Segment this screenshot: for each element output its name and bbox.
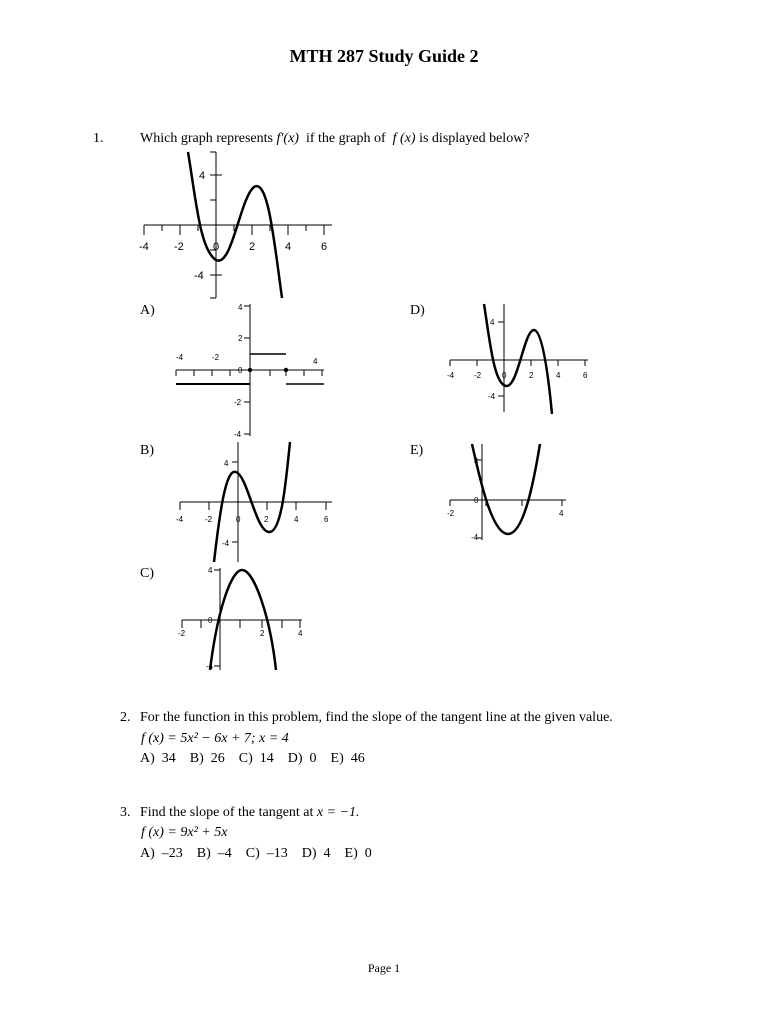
c-xtick-label: -2 — [178, 629, 186, 638]
e-ytick-label: 4 — [474, 457, 479, 466]
b-xtick-label: -4 — [176, 515, 184, 524]
option-a-label: A) — [140, 303, 155, 318]
c-ytick-label: -4 — [206, 662, 214, 671]
q3-text-math: x = −1. — [316, 805, 360, 820]
a-point — [284, 368, 288, 372]
d-ytick-label: -4 — [488, 392, 496, 401]
main-xtick-label: 4 — [285, 241, 292, 253]
option-a-graph — [170, 302, 330, 438]
question-2-answers: A) 34 B) 26 C) 14 D) 0 E) 46 — [140, 751, 365, 766]
e-xtick-label: 0 — [474, 496, 479, 505]
option-e-graph — [446, 440, 570, 544]
question-3-formula: f (x) = 9x² + 5x — [141, 825, 228, 840]
option-d-graph — [446, 302, 592, 414]
q1-text-mid: if the graph of — [298, 131, 393, 146]
a-ytick-label: 4 — [238, 303, 243, 312]
question-1-text — [140, 131, 530, 147]
q3-text-pre: Find the slope of the tangent at — [140, 805, 317, 820]
b-xtick-label: 4 — [294, 515, 299, 524]
main-xtick-label: -2 — [174, 241, 184, 253]
option-d-label: D) — [410, 303, 425, 318]
b-xtick-label: -2 — [205, 515, 213, 524]
question-3-answers: A) –23 B) –4 C) –13 D) 4 E) 0 — [140, 846, 372, 861]
page-title: MTH 287 Study Guide 2 — [289, 46, 479, 66]
d-xtick-label: 4 — [556, 371, 561, 380]
question-1-number: 1. — [93, 131, 104, 146]
a-point — [248, 368, 252, 372]
a-ytick-label: -2 — [234, 398, 242, 407]
c-xtick-label: 4 — [298, 629, 303, 638]
d-xtick-label: -2 — [474, 371, 482, 380]
option-e-label: E) — [410, 443, 424, 458]
d-xtick-label: 2 — [529, 371, 534, 380]
e-ytick-label: -4 — [471, 533, 479, 542]
c-ytick-label: 4 — [208, 566, 213, 575]
q1-text-post: is displayed below? — [415, 131, 530, 146]
a-xtick-label: 4 — [313, 357, 318, 366]
question-3-text — [140, 803, 360, 823]
e-xtick-label: -2 — [447, 509, 455, 518]
main-ytick-label: -4 — [194, 270, 204, 282]
b-xtick-label: 0 — [236, 515, 241, 524]
a-xtick-label: -4 — [176, 353, 184, 362]
question-2-number: 2. — [120, 710, 131, 725]
question-3-number: 3. — [120, 805, 131, 820]
option-c-label: C) — [140, 566, 154, 581]
a-xtick-label: -2 — [212, 353, 220, 362]
option-b-label: B) — [140, 443, 154, 458]
main-xtick-label: 2 — [249, 241, 256, 253]
page-number: Page 1 — [367, 961, 401, 975]
e-xtick-label: 4 — [559, 509, 564, 518]
c-ytick-label: 0 — [208, 616, 213, 625]
option-b-graph — [174, 440, 336, 564]
main-xtick-label: 6 — [321, 241, 328, 253]
main-xtick-label: 0 — [213, 241, 220, 253]
main-xtick-label: -4 — [139, 241, 149, 253]
a-ytick-label: 2 — [238, 334, 243, 343]
q1-text-pre: Which graph represents — [140, 131, 277, 146]
d-xtick-label: 0 — [502, 371, 507, 380]
option-c-graph — [176, 566, 308, 672]
d-ytick-label: 4 — [490, 318, 495, 327]
main-graph — [136, 150, 336, 302]
question-2-text: For the function in this problem, find the slope of the tangent line at the given value. — [140, 710, 613, 725]
b-ytick-label: 4 — [224, 459, 229, 468]
b-xtick-label: 2 — [264, 515, 269, 524]
a-ytick-label: 0 — [238, 366, 243, 375]
c-xtick-label: 2 — [260, 629, 265, 638]
q1-fprime: f′(x) — [276, 131, 299, 146]
b-xtick-label: 6 — [324, 515, 329, 524]
d-xtick-label: 6 — [583, 371, 588, 380]
q1-f: f (x) — [392, 131, 416, 146]
main-ytick-label: 4 — [199, 170, 206, 182]
d-xtick-label: -4 — [447, 371, 455, 380]
a-ytick-label: -4 — [234, 430, 242, 439]
question-2-formula: f (x) = 5x² − 6x + 7; x = 4 — [141, 731, 289, 746]
b-ytick-label: -4 — [222, 539, 230, 548]
